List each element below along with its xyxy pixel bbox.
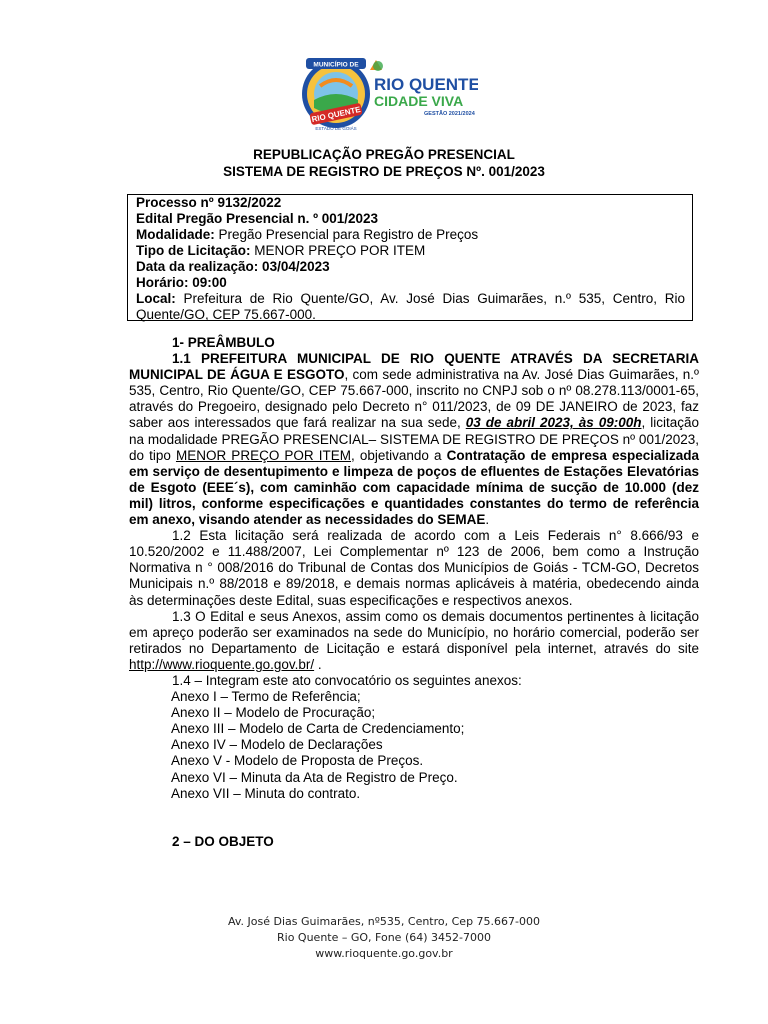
edital-number: Edital Pregão Presencial n. º 001/2023 bbox=[136, 211, 379, 226]
brand-line2: CIDADE VIVA bbox=[374, 93, 464, 109]
website-link[interactable]: http://www.rioquente.go.gov.br/ bbox=[129, 656, 315, 672]
p11-tipo: MENOR PREÇO POR ITEM bbox=[175, 447, 352, 463]
section1-heading: 1- PREÂMBULO bbox=[172, 335, 275, 350]
horario: Horário: 09:00 bbox=[136, 275, 227, 290]
paragraph-1-2: 1.2 Esta licitação será realizada de acordo com a Leis Federais n° 8.666/93 e 10.520/2002 e 11.488/2007, Lei Complementar nº 123 de 2006, bem como a Instrução Normativa n ° 008/2016 do Tribunal de Contas dos Municípios de Goiás - TCM-GO, Decretos Municipais n.º 88/2018 e 89/2018, e demais normas aplicáveis à matéria, obedecendo ainda às determinações deste Edital, suas especificações e respectivos anexos. bbox=[129, 528, 699, 608]
p13-text: 1.3 O Edital e seus Anexos, assim como os demais documentos pertinentes à licitação em apreço poderão ser examinados na sede do Município, no horário comercial, poderão ser retirados no Departamento de Licitação e estará disponível pela internet, através do site bbox=[129, 608, 699, 656]
annex-item: Anexo V - Modelo de Proposta de Preços. bbox=[171, 753, 424, 769]
p11-objeto: Contratação de empresa especializada em serviço de desentupimento e limpeza de poços de efluentes de Estações Elevatórias de Esgoto (EEE´s), com caminhão com capacidade mínima de sucção de 10.000 (dez mil) litros, conforme especificações e quantidades constantes do termo de referência em anexo, visando atender as necessidades do SEMAE bbox=[129, 447, 699, 528]
seal-name-text: RIO QUENTE bbox=[310, 104, 362, 125]
p13-end: . bbox=[314, 656, 322, 672]
p11-date: 03 de abril 2023, às 09:00h bbox=[465, 415, 642, 431]
p11-bold: 1.1 PREFEITURA MUNICIPAL DE RIO QUENTE ATRAVÉS DA SECRETARIA MUNICIPAL DE ÁGUA E ESGOTO bbox=[129, 351, 699, 383]
paragraph-1-4: 1.4 – Integram este ato convocatório os seguintes anexos: bbox=[172, 672, 522, 688]
modalidade-label: Modalidade: bbox=[136, 227, 215, 242]
modalidade-value: Pregão Presencial para Registro de Preços bbox=[214, 227, 479, 242]
section2-heading: 2 – DO OBJETO bbox=[172, 833, 274, 849]
document-body bbox=[129, 335, 699, 850]
title-line-2: SISTEMA DE REGISTRO DE PREÇOS Nº. 001/2023 bbox=[223, 164, 545, 179]
annex-item: Anexo I – Termo de Referência; bbox=[171, 689, 361, 705]
paragraph-1-1 bbox=[129, 351, 699, 528]
annex-list bbox=[129, 689, 699, 802]
title-line-1: REPUBLICAÇÃO PREGÃO PRESENCIAL bbox=[253, 147, 515, 162]
footer-address: Av. José Dias Guimarães, nº535, Centro, Cep 75.667-000 bbox=[227, 915, 541, 928]
seal-state-text: ESTADO DE GOIÁS bbox=[315, 126, 357, 131]
p11-end: . bbox=[485, 512, 490, 528]
p11-text3: , objetivando a bbox=[351, 447, 447, 463]
annex-item: Anexo III – Modelo de Carta de Credenciamento; bbox=[171, 721, 465, 737]
footer-city-phone: Rio Quente – GO, Fone (64) 3452-7000 bbox=[277, 931, 491, 944]
municipal-seal-icon bbox=[298, 56, 478, 132]
process-number: Processo nº 9132/2022 bbox=[136, 195, 282, 210]
process-info-box bbox=[127, 194, 693, 321]
footer-website: www.rioquente.go.gov.br bbox=[315, 947, 453, 960]
brand-line1: RIO QUENTE bbox=[374, 75, 478, 94]
tipo-value: MENOR PREÇO POR ITEM bbox=[250, 243, 426, 258]
local-label: Local: bbox=[136, 291, 176, 306]
local-row bbox=[136, 291, 685, 323]
seal-top-text: MUNICÍPIO DE bbox=[313, 61, 359, 69]
p11-text2: , licitação na modalidade PREGÃO PRESENCIAL– SISTEMA DE REGISTRO DE PREÇOS nº 001/2023, do tipo bbox=[129, 415, 700, 463]
municipal-logo bbox=[298, 56, 478, 132]
p11-text1: , com sede administrativa na Av. José Dias Guimarães, n.º 535, Centro, Rio Quente/GO, CEP 75.667-000, inscrito no CNPJ sob o nº 08.278.113/0001-65, através do Pregoeiro, designado pelo Decreto n° 011/2023, de 09 DE JANEIRO de 2023, faz saber aos interessados que fará realizar na sua sede, bbox=[129, 367, 699, 431]
local-value: Prefeitura de Rio Quente/GO, Av. José Dias Guimarães, n.º 535, Centro, Rio Quente/GO, CEP 75.667-000. bbox=[136, 291, 685, 322]
paragraph-1-3 bbox=[129, 609, 699, 673]
annex-item: Anexo VII – Minuta do contrato. bbox=[171, 785, 361, 801]
tipo-label: Tipo de Licitação: bbox=[136, 243, 251, 258]
annex-item: Anexo II – Modelo de Procuração; bbox=[171, 705, 376, 721]
page-footer bbox=[0, 914, 768, 962]
annex-item: Anexo VI – Minuta da Ata de Registro de Preço. bbox=[171, 769, 458, 785]
tipo-row bbox=[136, 243, 685, 259]
modalidade-row bbox=[136, 227, 685, 243]
data-realizacao: Data da realização: 03/04/2023 bbox=[136, 259, 330, 274]
annex-item: Anexo IV – Modelo de Declarações bbox=[171, 737, 383, 753]
brand-line3: GESTÃO 2021/2024 bbox=[424, 111, 475, 117]
